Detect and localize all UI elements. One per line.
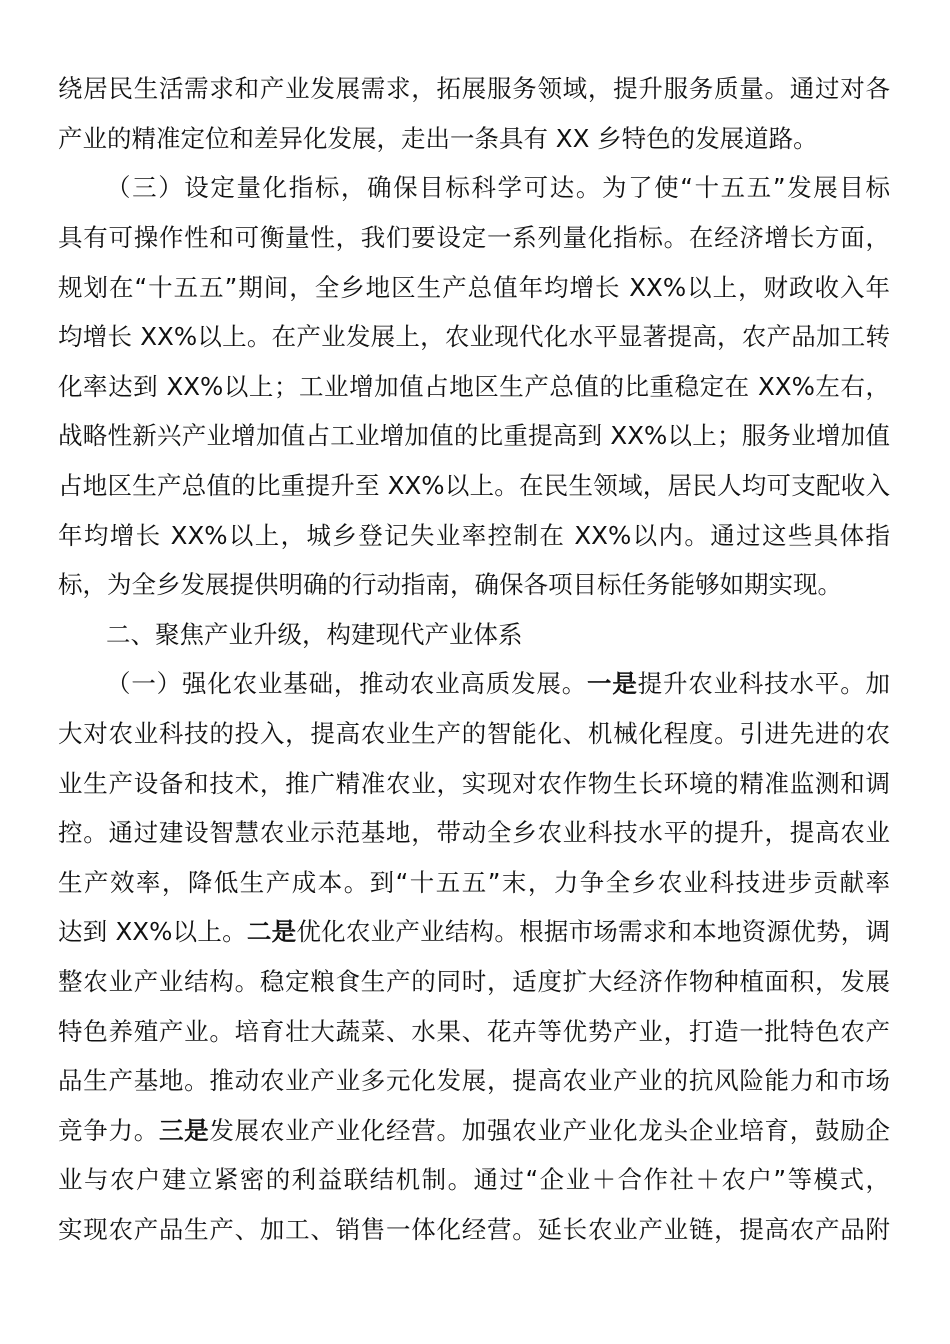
paragraph-line: 控。通过建设智慧农业示范基地，带动全乡农业科技水平的提升，提高农业 (58, 818, 890, 847)
paragraph-line: 年均增长 XX%以上，城乡登记失业率控制在 XX%以内。通过这些具体指 (58, 521, 890, 550)
paragraph-line: 品生产基地。推动农业产业多元化发展，提高农业产业的抗风险能力和市场 (58, 1066, 890, 1095)
paragraph-line: 整农业产业结构。稳定粮食生产的同时，适度扩大经济作物种植面积，发展 (58, 967, 890, 996)
paragraph-line: 业与农户建立紧密的利益联结机制。通过“企业＋合作社＋农户”等模式， (58, 1165, 890, 1194)
bold-marker: 二是 (246, 917, 297, 946)
line-text: 提升农业科技水平。加 (637, 669, 891, 698)
paragraph-line: 产业的精准定位和差异化发展，走出一条具有 XX 乡特色的发展道路。 (58, 124, 818, 153)
section-heading: 二、聚焦产业升级，构建现代产业体系 (106, 620, 523, 649)
paragraph-line (106, 669, 890, 699)
bold-marker: 一是 (587, 669, 638, 698)
line-text: （一）强化农业基础，推动农业高质发展。 (106, 669, 588, 698)
paragraph-line (58, 1116, 890, 1146)
line-text: 优化农业产业结构。根据市场需求和本地资源优势，调 (296, 917, 891, 946)
paragraph-line: 占地区生产总值的比重提升至 XX%以上。在民生领域，居民人均可支配收入 (58, 471, 890, 500)
paragraph-line: 标，为全乡发展提供明确的行动指南，确保各项目标任务能够如期实现。 (58, 570, 842, 599)
paragraph-line: 实现农产品生产、加工、销售一体化经营。延长农业产业链，提高农产品附 (58, 1215, 890, 1244)
paragraph-line: 化率达到 XX%以上；工业增加值占地区生产总值的比重稳定在 XX%左右， (58, 372, 890, 401)
line-text: 达到 XX%以上。 (58, 917, 247, 946)
paragraph-line: 具有可操作性和可衡量性，我们要设定一系列量化指标。在经济增长方面， (58, 223, 890, 252)
paragraph-line: 生产效率，降低生产成本。到“十五五”末，力争全乡农业科技进步贡献率 (58, 868, 890, 897)
line-text: 竞争力。 (58, 1116, 159, 1145)
section-subheading-line: （三）设定量化指标，确保目标科学可达。为了使“十五五”发展目标 (106, 173, 890, 202)
paragraph-line: 业生产设备和技术，推广精准农业，实现对农作物生长环境的精准监测和调 (58, 769, 890, 798)
paragraph-line: 大对农业科技的投入，提高农业生产的智能化、机械化程度。引进先进的农 (58, 719, 890, 748)
paragraph-line: 绕居民生活需求和产业发展需求，拓展服务领域，提升服务质量。通过对各 (58, 74, 890, 103)
paragraph-line: 均增长 XX%以上。在产业发展上，农业现代化水平显著提高，农产品加工转 (58, 322, 890, 351)
paragraph-line: 战略性新兴产业增加值占工业增加值的比重提高到 XX%以上；服务业增加值 (58, 421, 890, 450)
paragraph-line: 规划在“十五五”期间，全乡地区生产总值年均增长 XX%以上，财政收入年 (58, 273, 890, 302)
paragraph-line: 特色养殖产业。培育壮大蔬菜、水果、花卉等优势产业，打造一批特色农产 (58, 1017, 890, 1046)
bold-marker: 三是 (158, 1116, 210, 1145)
line-text: 发展农业产业化经营。加强农业产业化龙头企业培育，鼓励企 (209, 1116, 890, 1145)
paragraph-line (58, 917, 890, 947)
